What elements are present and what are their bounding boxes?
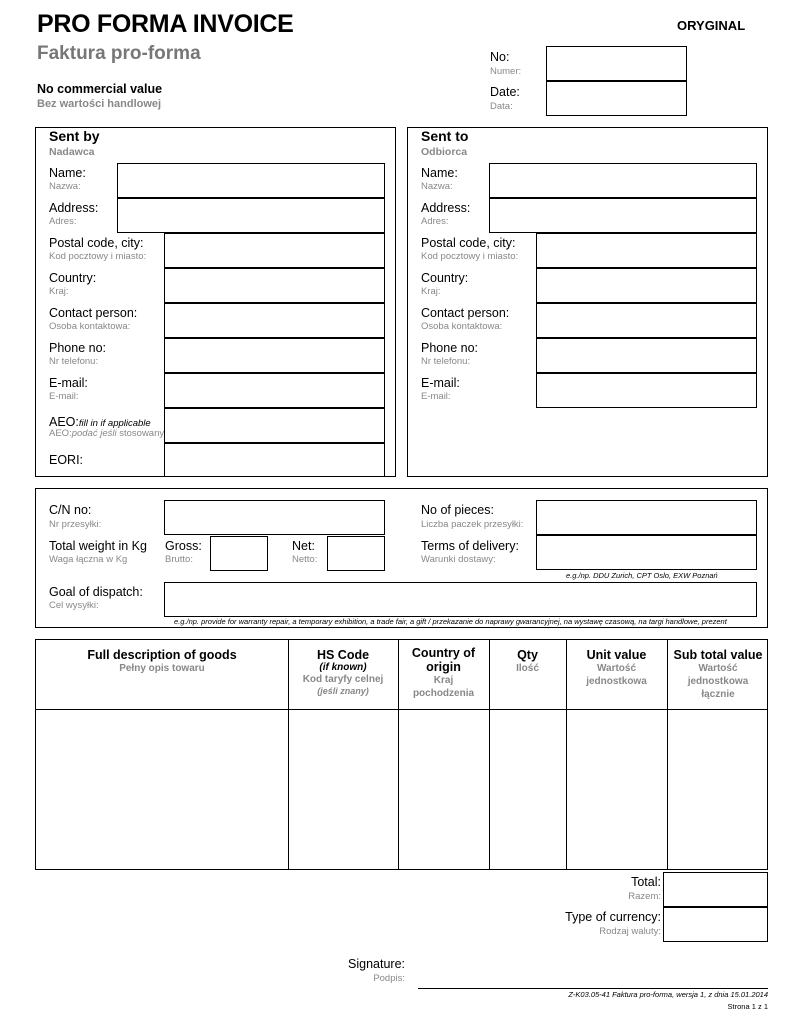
total-label-pl: Razem:	[628, 891, 661, 902]
cn-label-pl: Nr przesyłki:	[49, 519, 102, 530]
recipient-address-field[interactable]	[489, 198, 757, 233]
sender-email-field[interactable]	[164, 373, 385, 408]
sender-postal-field[interactable]	[164, 233, 385, 268]
goal-field[interactable]	[164, 582, 757, 617]
gross-label-pl: Brutto:	[165, 554, 193, 565]
net-label: Net:	[292, 539, 315, 553]
sender-country-label: Country:	[49, 271, 97, 285]
sender-contact-label-pl: Osoba kontaktowa:	[49, 321, 131, 332]
sender-email-label-pl: E-mail:	[49, 391, 79, 402]
shipment-panel	[35, 488, 768, 628]
recipient-name-label-pl: Nazwa:	[421, 181, 453, 192]
recipient-email-label-pl: E-mail:	[421, 391, 451, 402]
sender-address-field[interactable]	[117, 198, 385, 233]
terms-label: Terms of delivery:	[421, 539, 519, 553]
sender-contact-field[interactable]	[164, 303, 385, 338]
sender-aeo-label-pl: AEO:podać jeśli stosowany	[49, 428, 165, 439]
net-weight-field[interactable]	[327, 536, 385, 571]
gross-label: Gross:	[165, 539, 202, 553]
hs-code-cell[interactable]	[289, 710, 398, 869]
sender-country-field[interactable]	[164, 268, 385, 303]
sender-address-label: Address:	[49, 201, 99, 215]
currency-label-pl: Rodzaj waluty:	[599, 926, 661, 937]
original-label: ORYGINAL	[677, 18, 746, 33]
recipient-contact-label-pl: Osoba kontaktowa:	[421, 321, 503, 332]
subtotal-cell[interactable]	[668, 710, 768, 869]
sender-country-label-pl: Kraj:	[49, 286, 69, 297]
recipient-phone-label: Phone no:	[421, 341, 478, 355]
recipient-postal-label: Postal code, city:	[421, 236, 516, 250]
sender-eori-label: EORI:	[49, 453, 84, 467]
recipient-phone-label-pl: Nr telefonu:	[421, 356, 471, 367]
goal-note: e.g./np. provide for warranty repair, a temporary exhibition, a trade fair, a gift / przekazanie do naprawy gwarancyjnej, na wystawę czasową, na targi handlowe, prezent	[174, 617, 727, 626]
signature-label: Signature:	[348, 957, 405, 971]
weight-label: Total weight in Kg	[49, 539, 147, 553]
column-header-hs-code: HS Code (if known) Kod taryfy celnej (jeśli znany)	[302, 648, 384, 696]
invoice-number-label-pl: Numer:	[490, 66, 522, 77]
recipient-title-pl: Odbiorca	[421, 146, 468, 158]
goal-label-pl: Cel wysyłki:	[49, 600, 99, 611]
currency-label: Type of currency:	[565, 910, 661, 924]
date-label: Date:	[490, 85, 520, 99]
sender-title: Sent by	[49, 128, 100, 144]
weight-label-pl: Waga łączna w Kg	[49, 554, 128, 565]
invoice-number-label: No:	[490, 50, 510, 64]
recipient-country-label: Country:	[421, 271, 469, 285]
column-header-unit-value: Unit value Wartość jednostkowa	[586, 648, 647, 687]
sender-contact-label: Contact person:	[49, 306, 138, 320]
qty-cell[interactable]	[490, 710, 566, 869]
signature-label-pl: Podpis:	[373, 973, 405, 984]
pieces-label-pl: Liczba paczek przesyłki:	[421, 519, 524, 530]
recipient-email-label: E-mail:	[421, 376, 460, 390]
currency-field[interactable]	[663, 907, 768, 942]
terms-note: e.g./np. DDU Zurich, CPT Oslo, EXW Poznań	[566, 571, 718, 580]
recipient-email-field[interactable]	[536, 373, 757, 408]
goal-label: Goal of dispatch:	[49, 585, 143, 599]
recipient-country-field[interactable]	[536, 268, 757, 303]
sender-phone-field[interactable]	[164, 338, 385, 373]
column-header-subtotal: Sub total value Wartość jednostkowa łącznie	[673, 648, 763, 700]
recipient-name-label: Name:	[421, 166, 458, 180]
pieces-field[interactable]	[536, 500, 757, 535]
sender-phone-label-pl: Nr telefonu:	[49, 356, 99, 367]
sender-title-pl: Nadawca	[49, 146, 95, 158]
pieces-label: No of pieces:	[421, 503, 494, 517]
sender-aeo-field[interactable]	[164, 408, 385, 443]
invoice-number-field[interactable]	[546, 46, 687, 81]
total-label: Total:	[631, 875, 661, 889]
gross-weight-field[interactable]	[210, 536, 268, 571]
recipient-address-label: Address:	[421, 201, 471, 215]
date-field[interactable]	[546, 81, 687, 116]
recipient-title: Sent to	[421, 128, 469, 144]
total-field[interactable]	[663, 872, 768, 907]
country-cell[interactable]	[399, 710, 489, 869]
cn-label: C/N no:	[49, 503, 92, 517]
sender-email-label: E-mail:	[49, 376, 88, 390]
recipient-phone-field[interactable]	[536, 338, 757, 373]
recipient-panel	[407, 127, 768, 477]
recipient-name-field[interactable]	[489, 163, 757, 198]
signature-line[interactable]	[418, 988, 768, 989]
page-number: Strona 1 z 1	[727, 1002, 768, 1011]
sender-name-label: Name:	[49, 166, 86, 180]
recipient-address-label-pl: Adres:	[421, 216, 449, 227]
sender-name-field[interactable]	[117, 163, 385, 198]
sender-panel	[35, 127, 396, 477]
sender-postal-label: Postal code, city:	[49, 236, 144, 250]
recipient-contact-field[interactable]	[536, 303, 757, 338]
description-cell[interactable]	[36, 710, 288, 869]
unit-value-cell[interactable]	[567, 710, 667, 869]
cn-field[interactable]	[164, 500, 385, 535]
sender-phone-label: Phone no:	[49, 341, 106, 355]
recipient-country-label-pl: Kraj:	[421, 286, 441, 297]
no-commercial-value-pl: Bez wartości handlowej	[37, 98, 162, 110]
sender-aeo-label: AEO:fill in if applicable	[49, 415, 151, 429]
net-label-pl: Netto:	[292, 554, 318, 565]
sender-postal-label-pl: Kod pocztowy i miasto:	[49, 251, 147, 262]
no-commercial-value: No commercial value	[37, 82, 163, 96]
document-title: PRO FORMA INVOICE	[37, 10, 294, 38]
recipient-postal-field[interactable]	[536, 233, 757, 268]
goods-table	[35, 639, 768, 870]
recipient-postal-label-pl: Kod pocztowy i miasto:	[421, 251, 519, 262]
column-header-qty: Qty Ilość	[516, 648, 539, 674]
document-subtitle: Faktura pro-forma	[37, 43, 201, 64]
sender-address-label-pl: Adres:	[49, 216, 77, 227]
terms-field[interactable]	[536, 535, 757, 570]
recipient-contact-label: Contact person:	[421, 306, 510, 320]
terms-label-pl: Warunki dostawy:	[421, 554, 496, 565]
date-label-pl: Data:	[490, 101, 513, 112]
column-header-description: Full description of goods Pełny opis towaru	[87, 648, 237, 674]
form-code: Z-K03.05-41 Faktura pro-forma, wersja 1, z dnia 15.01.2014	[568, 990, 768, 999]
sender-name-label-pl: Nazwa:	[49, 181, 81, 192]
column-header-country: Country of origin Kraj pochodzenia	[411, 646, 476, 699]
sender-eori-field[interactable]	[164, 443, 385, 477]
